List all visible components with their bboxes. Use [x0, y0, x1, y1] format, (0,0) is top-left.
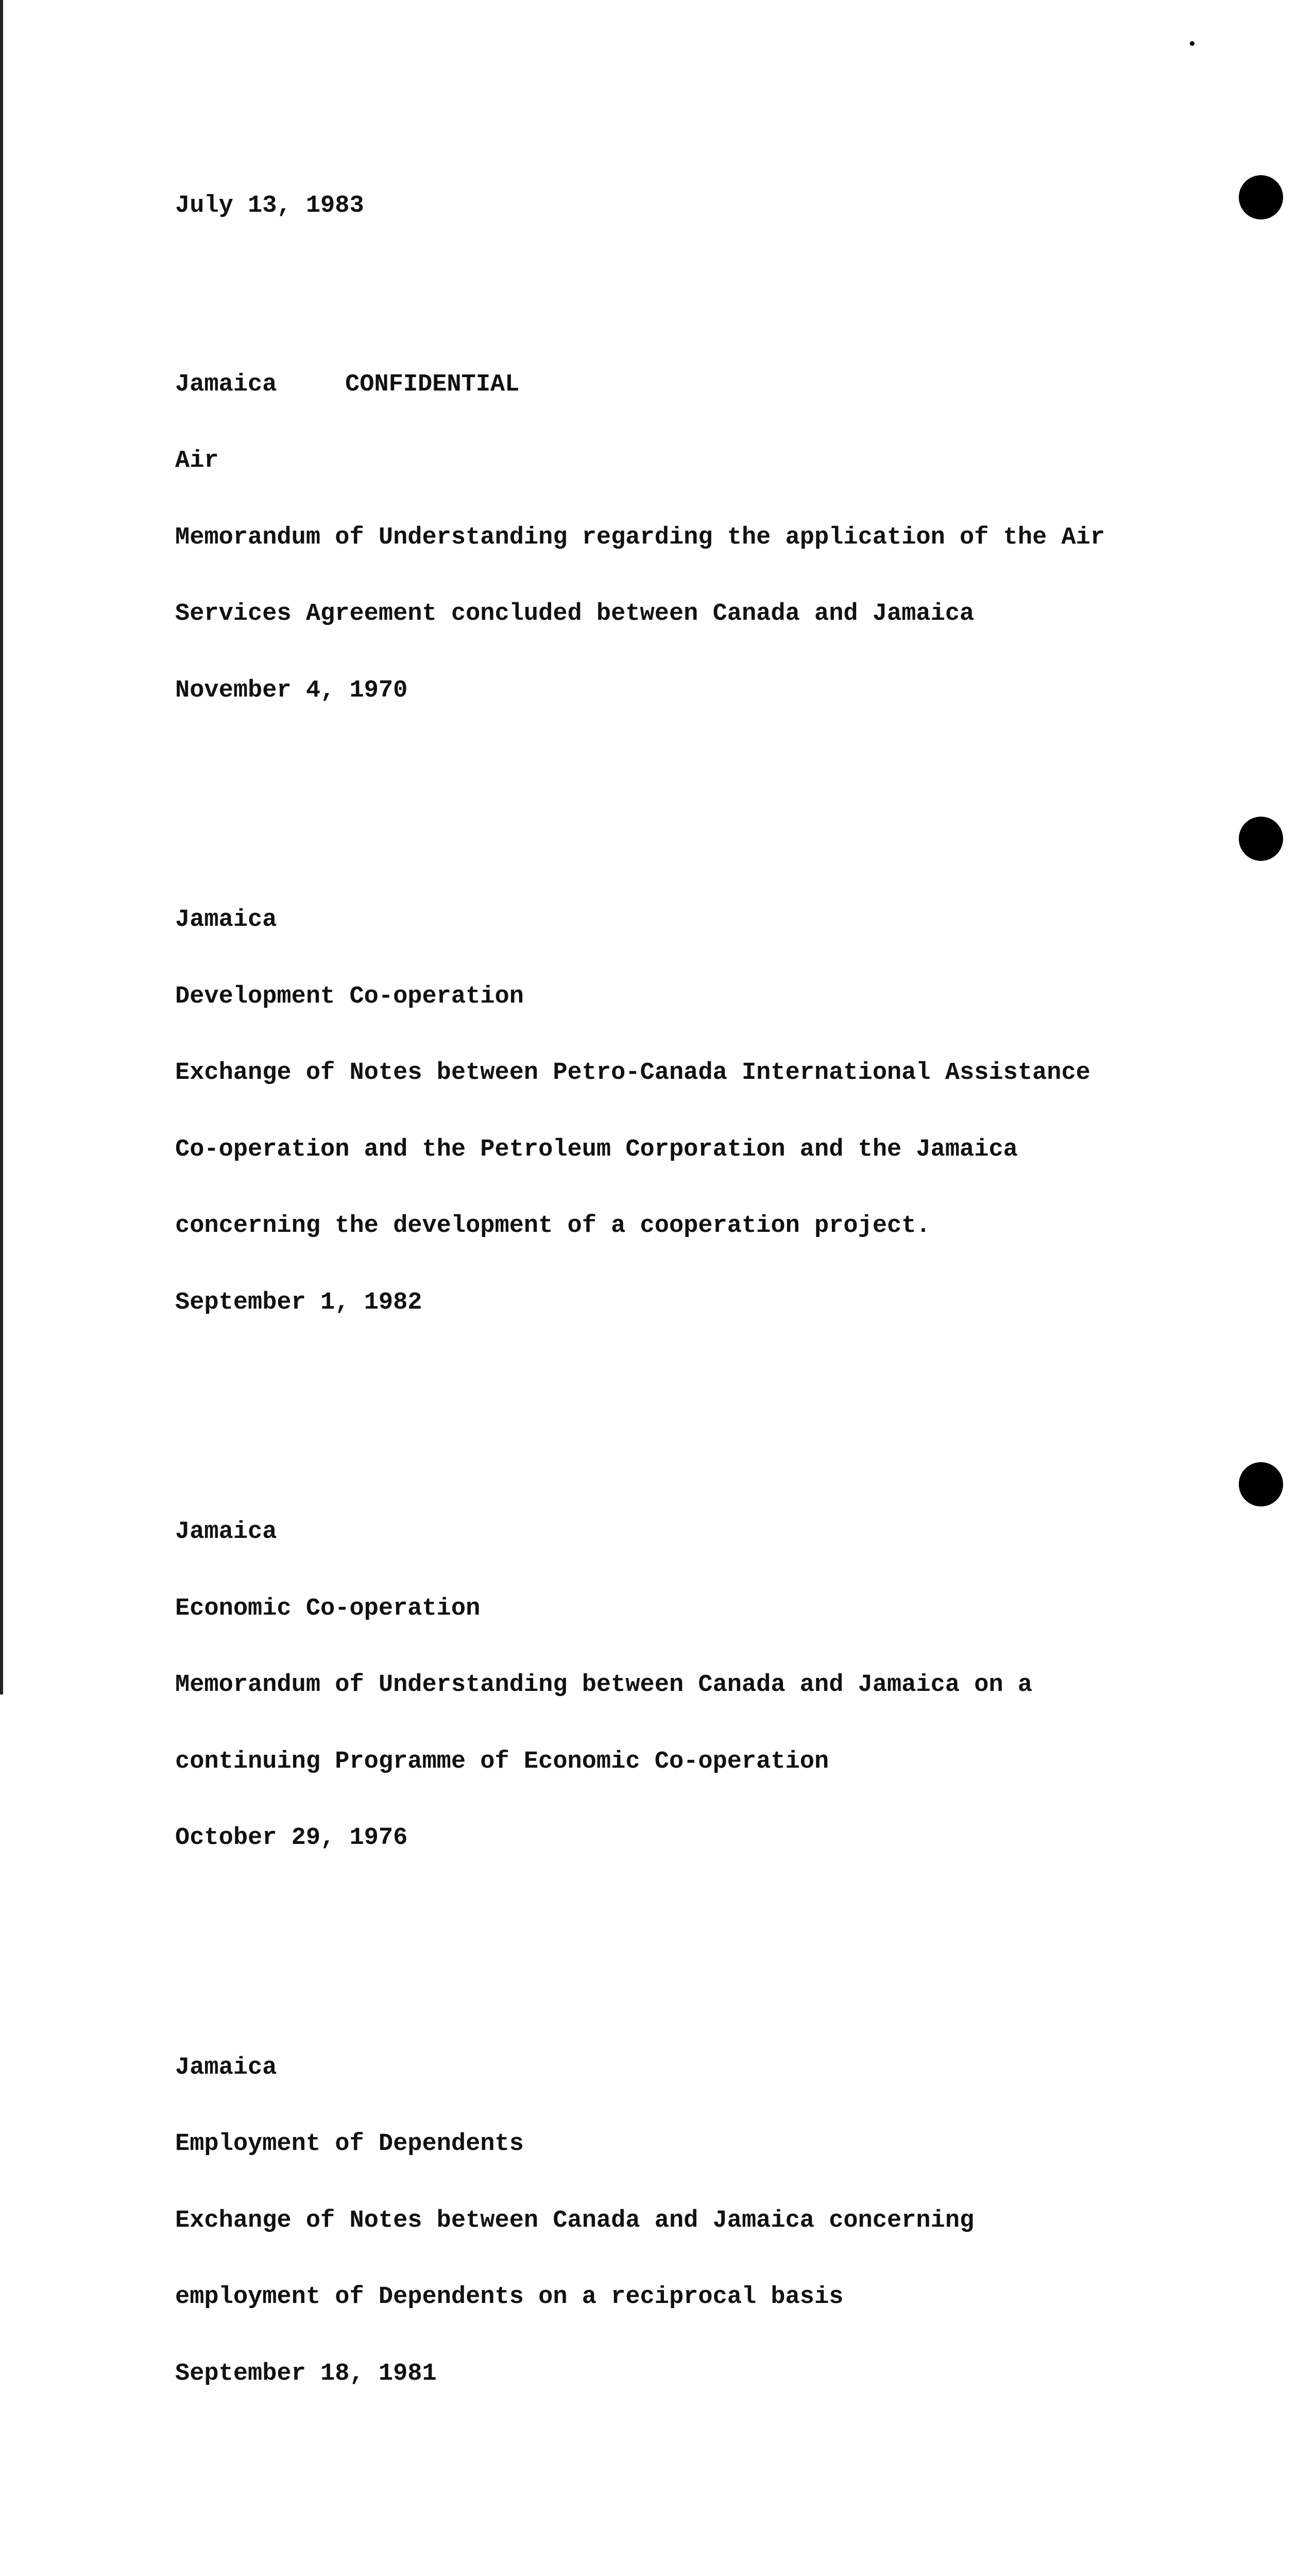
entry-description-line: continuing Programme of Economic Co-operation	[175, 1748, 829, 1775]
entry-date: October 29, 1976	[175, 1824, 408, 1852]
classification-label: CONFIDENTIAL	[345, 370, 520, 398]
entry-description-line: employment of Dependents on a reciprocal basis	[175, 2283, 844, 2311]
entry-date: September 18, 1981	[175, 2360, 437, 2387]
treaty-list-document	[175, 142, 1205, 2576]
entry-description-line: Exchange of Notes between Petro-Canada International Assistance	[175, 1059, 1090, 1087]
entry-subject: Economic Co-operation	[175, 1595, 481, 1622]
entry-description-line: concerning the development of a cooperation project.	[175, 1212, 931, 1240]
treaty-entry	[175, 2539, 1205, 2576]
entry-subject: Air	[175, 447, 219, 474]
treaty-entry	[175, 856, 1205, 1366]
entry-subject: Employment of Dependents	[175, 2130, 524, 2158]
document-date: July 13, 1983	[175, 192, 364, 219]
scan-speck	[1190, 41, 1194, 46]
treaty-entry	[175, 1468, 1205, 1902]
header-line	[175, 372, 1205, 398]
punch-hole-middle	[1239, 817, 1283, 861]
treaty-entry	[175, 2004, 1205, 2438]
entry-country: Jamaica	[175, 1518, 277, 1546]
entry-description-line: Services Agreement concluded between Canada and Jamaica	[175, 600, 975, 628]
entry-date: November 4, 1970	[175, 676, 408, 704]
scan-page-edge	[0, 0, 3, 1694]
entry-description-line: Co-operation and the Petroleum Corporation and the Jamaica	[175, 1136, 1018, 1163]
punch-hole-top	[1239, 175, 1283, 219]
entry-date: September 1, 1982	[175, 1289, 422, 1316]
entry-country: Jamaica	[175, 906, 277, 934]
entry-description-line: Exchange of Notes between Canada and Jamaica concerning	[175, 2207, 975, 2234]
treaty-entry	[175, 321, 1205, 755]
entry-country: Jamaica	[175, 370, 277, 398]
entry-description-line: Memorandum of Understanding regarding the application of the Air	[175, 523, 1105, 551]
punch-hole-bottom	[1239, 1462, 1283, 1506]
entry-country: Jamaica	[175, 2054, 277, 2081]
entry-description-line: Memorandum of Understanding between Canada and Jamaica on a	[175, 1671, 1033, 1699]
entry-subject: Development Co-operation	[175, 982, 524, 1010]
